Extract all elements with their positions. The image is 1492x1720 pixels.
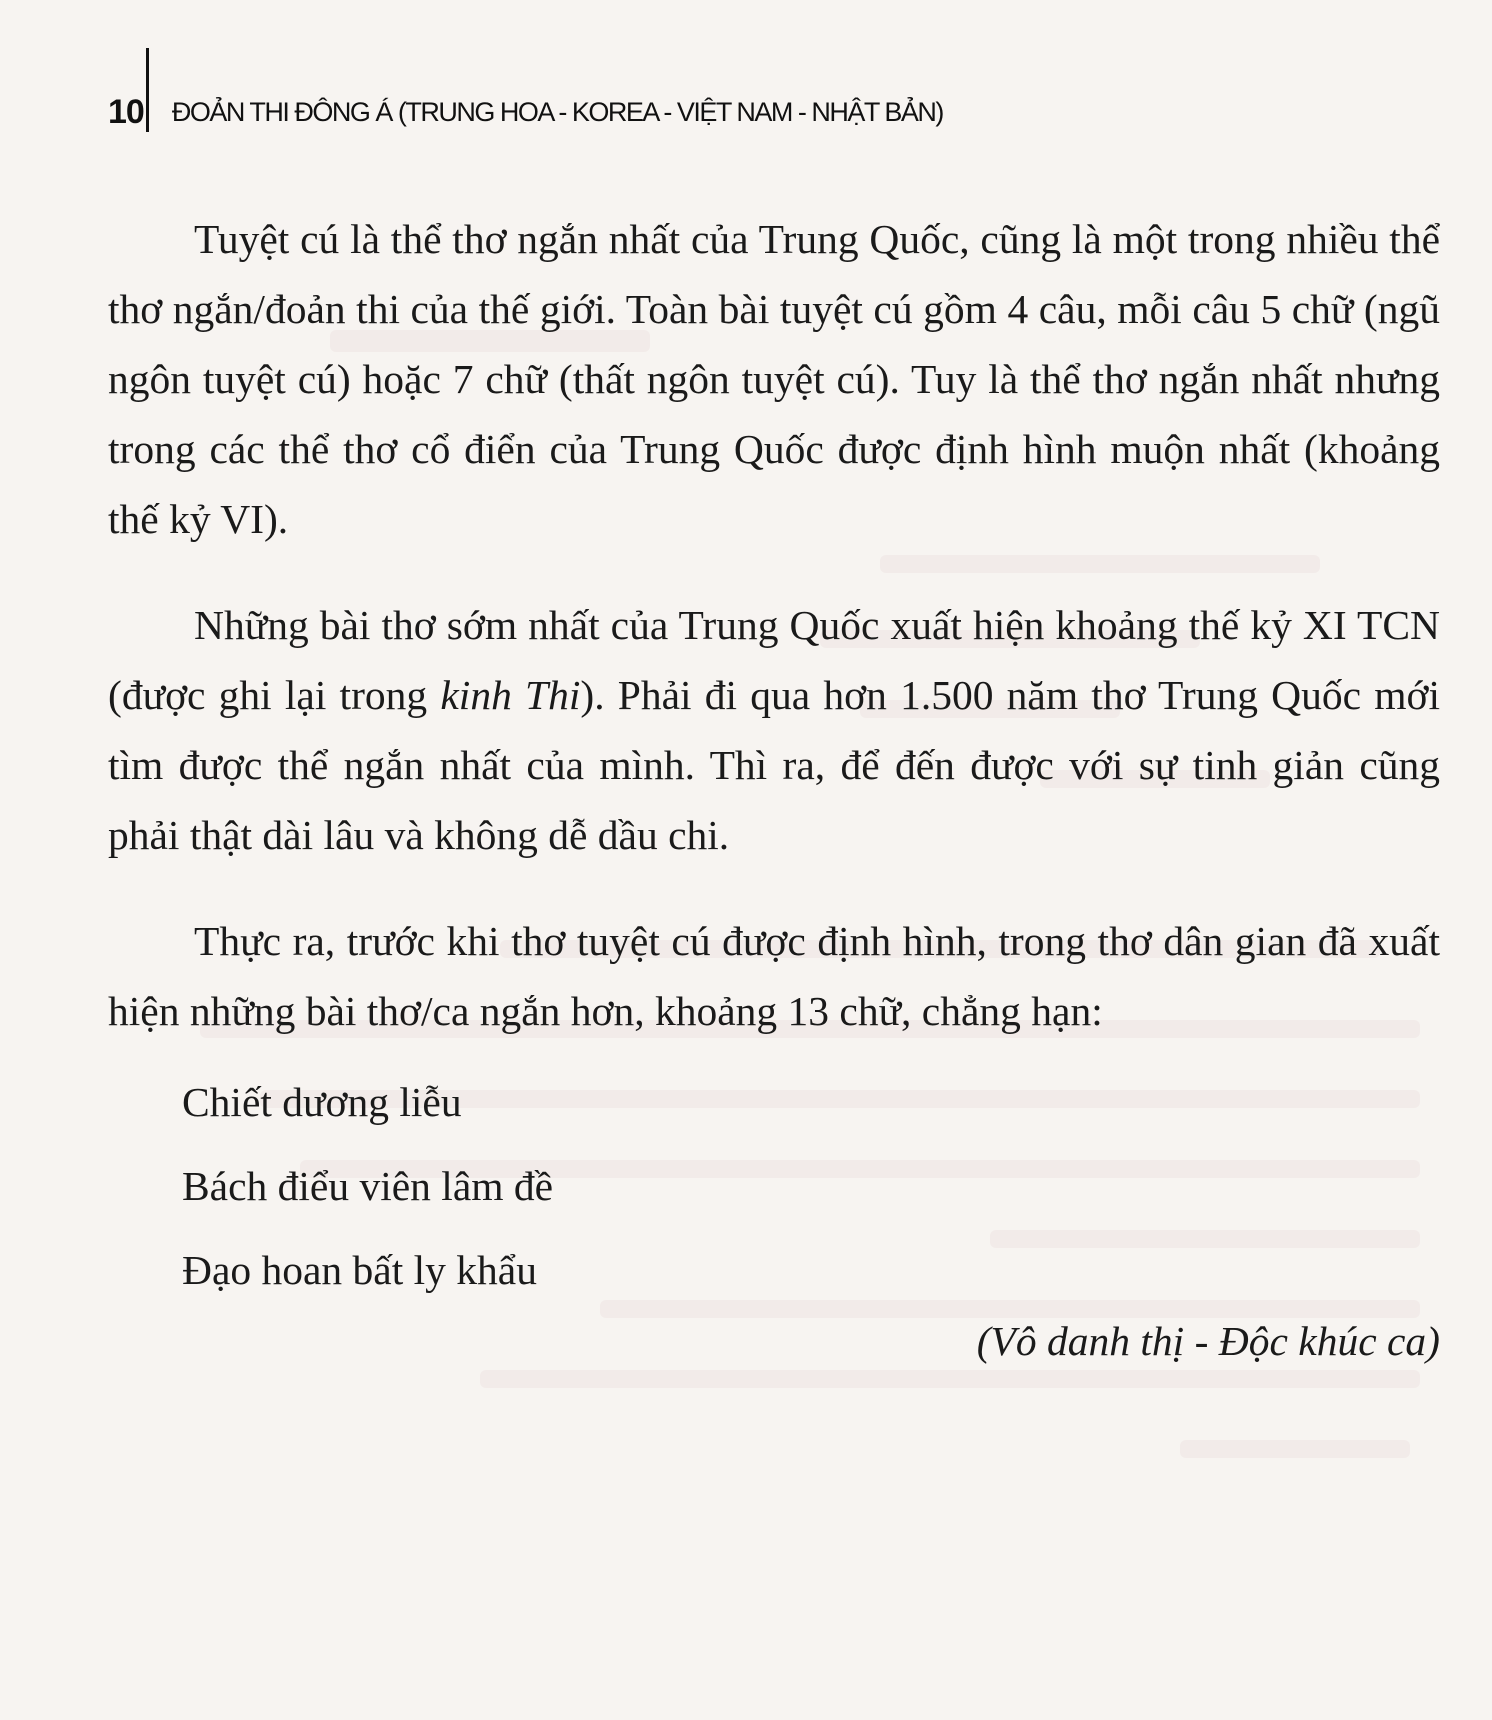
running-title: ĐOẢN THI ĐÔNG Á (TRUNG HOA - KOREA - VIỆT NAM - NHẬT BẢN)	[171, 96, 943, 127]
paragraph-2-italic-title: kinh Thi	[440, 672, 581, 718]
poem-attribution: (Vô danh thị - Độc khúc ca)	[976, 1318, 1440, 1364]
paragraph-2-part-2: ). Phải đi qua hơn 1.500 năm thơ Trung Quốc mới tìm được thể ngắn nhất của mình. Thì ra, để đến được với sự tinh giản cũng phải thật dài lâu và không dễ dầu chi.	[108, 672, 1441, 858]
poem-line: Chiết dương liễu	[182, 1079, 462, 1125]
poem-line: Đạo hoan bất ly khẩu	[182, 1247, 537, 1293]
running-header	[108, 92, 943, 132]
paragraph-1: Tuyệt cú là thể thơ ngắn nhất của Trung Quốc, cũng là một trong nhiều thể thơ ngắn/đoản thi của thế giới. Toàn bài tuyệt cú gồm 4 câu, mỗi câu 5 chữ (ngũ ngôn tuyệt cú) hoặc 7 chữ (thất ngôn tuyệt cú). Tuy là thể thơ ngắn nhất nhưng trong các thể thơ cổ điển của Trung Quốc được định hình muộn nhất (khoảng thế kỷ VI).	[108, 216, 1440, 542]
body-text	[108, 204, 1440, 1376]
poem	[182, 1060, 1440, 1312]
paragraph-3: Thực ra, trước khi thơ tuyệt cú được định hình, trong thơ dân gian đã xuất hiện những bài thơ/ca ngắn hơn, khoảng 13 chữ, chẳng hạn:	[108, 918, 1440, 1034]
paragraph-2-part-1: Những bài thơ sớm nhất của Trung Quốc xuất hiện khoảng thế kỷ XI TCN (được ghi lại trong	[108, 602, 1440, 718]
paragraph-2	[108, 590, 1440, 870]
page-number: 10	[108, 92, 144, 131]
poem-line: Bách điểu viên lâm đề	[182, 1163, 554, 1209]
